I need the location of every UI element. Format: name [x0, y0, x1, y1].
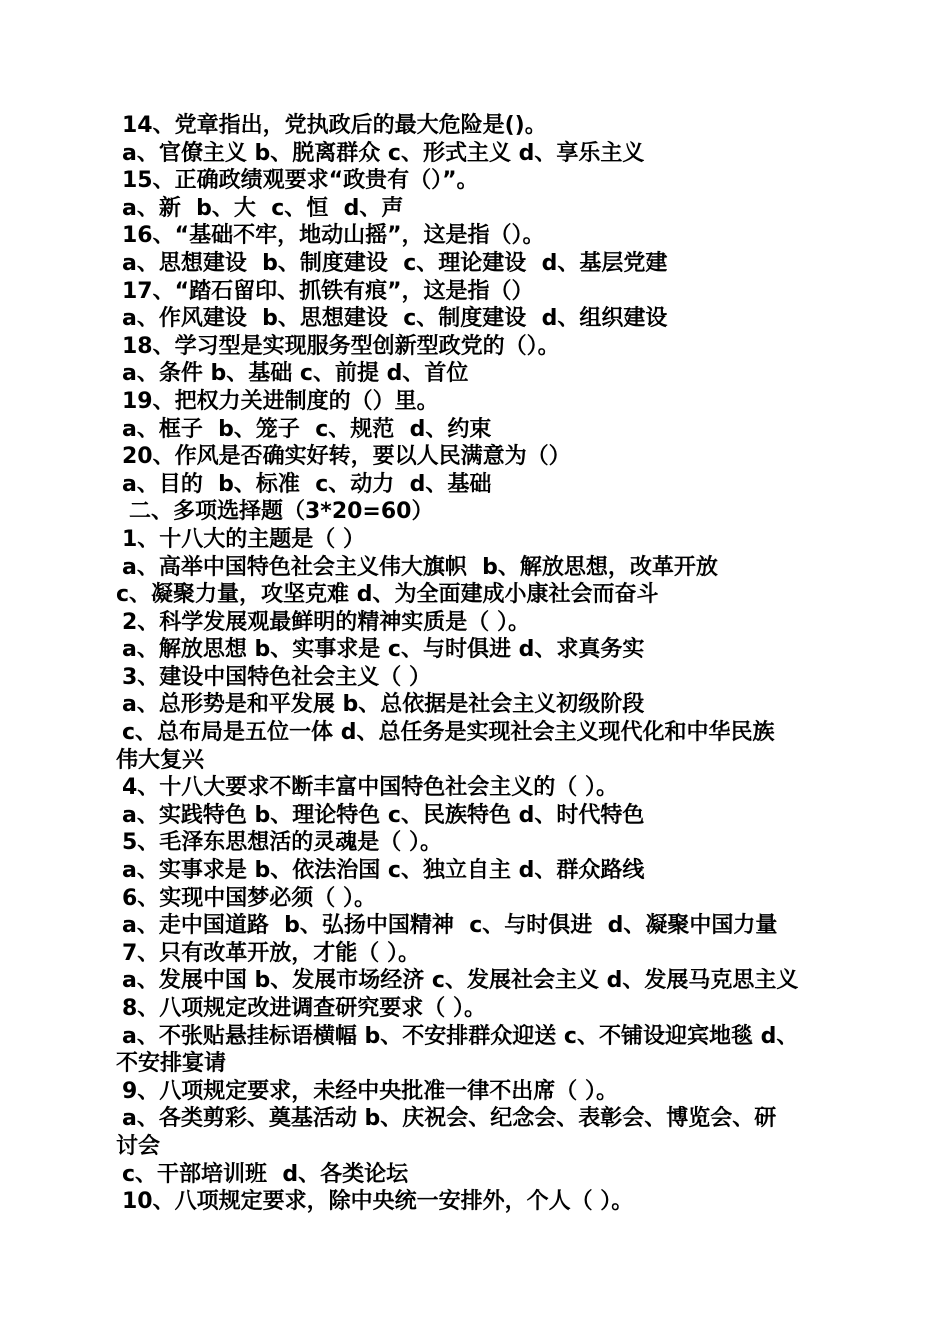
text-line: 6、实现中国梦必须（ ）。 [122, 885, 376, 911]
text-line: 17、“踏石留印、抓铁有痕”，这是指（） [122, 278, 534, 304]
text-line: 19、把权力关进制度的（）里。 [122, 388, 439, 414]
text-line: 讨会 [116, 1133, 161, 1159]
text-line: 不安排宴请 [116, 1051, 227, 1077]
text-line: 2、科学发展观最鲜明的精神实质是（ ）。 [122, 609, 530, 635]
text-line: c、总布局是五位一体 d、总任务是实现社会主义现代化和中华民族 [122, 720, 775, 746]
text-line: 7、只有改革开放，才能（ ）。 [122, 940, 420, 966]
text-line: 20、作风是否确实好转，要以人民满意为（） [122, 444, 571, 470]
text-line: 16、“基础不牢，地动山摇”，这是指（）。 [122, 223, 545, 249]
text-line: a、框子 b、笼子 c、规范 d、约束 [122, 416, 492, 442]
text-line: 8、八项规定改进调查研究要求（ ）。 [122, 996, 486, 1021]
text-line: a、各类剪彩、奠基活动 b、庆祝会、纪念会、表彰会、博览会、研 [122, 1106, 777, 1132]
text-line: 14、党章指出，党执政后的最大危险是()。 [122, 113, 547, 138]
text-line: a、实事求是 b、依法治国 c、独立自主 d、群众路线 [122, 858, 645, 884]
text-line: c、干部培训班 d、各类论坛 [122, 1161, 409, 1187]
text-line: 10、八项规定要求，除中央统一安排外，个人（ ）。 [122, 1189, 634, 1215]
text-line: 伟大复兴 [116, 747, 205, 773]
document-page [116, 112, 836, 1216]
text-line: a、作风建设 b、思想建设 c、制度建设 d、组织建设 [122, 306, 668, 332]
text-line: a、条件 b、基础 c、前提 d、首位 [122, 361, 469, 387]
text-line: 1、十八大的主题是（ ） [122, 526, 365, 552]
text-line: c、凝聚力量，攻坚克难 d、为全面建成小康社会而奋斗 [116, 582, 659, 608]
text-line: 18、学习型是实现服务型创新型政党的（）。 [122, 333, 560, 359]
text-line: 15、正确政绩观要求“政贵有（）”。 [122, 168, 479, 194]
text-line: a、不张贴悬挂标语横幅 b、不安排群众迎送 c、不铺设迎宾地毯 d、 [122, 1023, 799, 1049]
text-line: a、目的 b、标准 c、动力 d、基础 [122, 471, 492, 497]
text-line: 二、多项选择题（3*20=60） [129, 499, 434, 525]
text-line: a、解放思想 b、实事求是 c、与时俱进 d、求真务实 [122, 637, 645, 663]
text-line: 3、建设中国特色社会主义（ ） [122, 664, 431, 690]
text-line: a、官僚主义 b、脱离群众 c、形式主义 d、享乐主义 [122, 140, 645, 166]
text-line: a、实践特色 b、理论特色 c、民族特色 d、时代特色 [122, 802, 645, 828]
text-line: a、总形势是和平发展 b、总依据是社会主义初级阶段 [122, 692, 645, 718]
text-line: 5、毛泽东思想活的灵魂是（ ）。 [122, 830, 442, 856]
text-line: a、发展中国 b、发展市场经济 c、发展社会主义 d、发展马克思主义 [122, 968, 799, 994]
text-line: 4、十八大要求不断丰富中国特色社会主义的（ ）。 [122, 775, 618, 801]
text-line: a、走中国道路 b、弘扬中国精神 c、与时俱进 d、凝聚中国力量 [122, 913, 778, 939]
text-line: a、新 b、大 c、恒 d、声 [122, 195, 404, 221]
text-line: a、高举中国特色社会主义伟大旗帜 b、解放思想，改革开放 [122, 554, 718, 580]
text-line: 9、八项规定要求，未经中央批准一律不出席（ ）。 [122, 1078, 618, 1104]
text-line: a、思想建设 b、制度建设 c、理论建设 d、基层党建 [122, 250, 668, 276]
